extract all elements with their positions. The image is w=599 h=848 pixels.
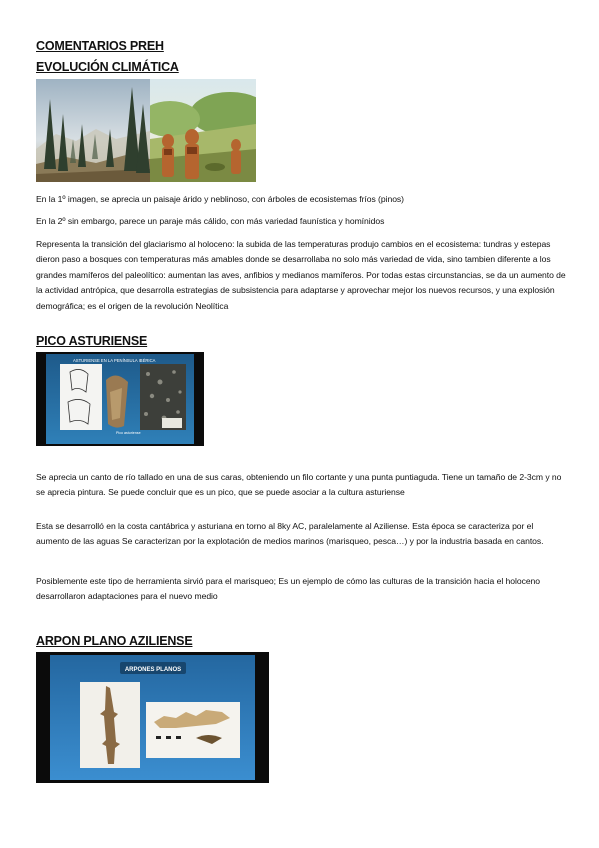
paragraph-transicion-holoceno: Representa la transición del glaciarismo al holoceno: la subida de las temperaturas produjo cambios en el ecosistema: tundras y estepas dieron paso a bosques con temperaturas más amables donde se desarrollaba no solo más variedad de vida, sino tambien diferente a los grandes mamíferos del paleolítico: aumentan las aves, anfibios y medianos mamíferos. Por todas estas circunstancias, se da un aumento de la actividad antrópica, que desarrolla estrategias de subsistencia para adaptarse y aprovechar mejor los nuevos recursos, y una explosión demográfica; es el origen de la revolución Neolítica [36,239,566,311]
slide-title-arpones: ARPONES PLANOS [124,667,182,673]
paragraph-image-1: En la 1º imagen, se aprecia un paisaje árido y neblinoso, con árboles de ecosistemas fríos (pinos) [36,194,404,204]
paragraph-marisqueo: Posiblemente este tipo de herramienta sirvió para el marisqueo; Es un ejemplo de cómo las culturas de la transición hacia el holoceno desarrollaron adaptaciones para el nuevo medio [36,576,541,602]
document-title: COMENTARIOS PREH [36,39,164,53]
paragraph-image-2: En la 2º sin embargo, parece un paraje más cálido, con más variedad faunística y homínidos [36,216,385,226]
paragraph-costa-cantabrica: Esta se desarrolló en la costa cantábrica y asturiana en torno al 8ky AC, paralelamente al Aziliense. Esta época se caracteriza por el aumento de las aguas Se caracterizan por la explotación de medios marinos (marisqueo, pesca…) y por la industria basada en cantos. [36,521,544,547]
section-heading-arpon-plano: ARPON PLANO AZILIENSE [36,634,193,648]
arpones-planos-slide-image [36,652,269,783]
pico-asturiense-slide-image [36,352,204,446]
section-heading-pico-asturiense: PICO ASTURIENSE [36,334,148,348]
section-heading-evolucion-climatica: EVOLUCIÓN CLIMÁTICA [36,60,179,74]
misty-pine-landscape-image [36,79,150,182]
slide-title-asturiense: ASTURIENSE EN LA PENÍNSULA IBÉRICA [73,358,156,363]
slide-label-pico: Pico asturiense [116,431,141,435]
paragraph-canto-tallado: Se aprecia un canto de río tallado en una de sus caras, obteniendo un filo cortante y una punta puntiaguda. Tiene un tamaño de 2-3cm y no se aprecia pintura. Se puede concluir que es un pico, que se puede asociar a la cultura asturiense [36,472,562,498]
warm-forest-hominids-image [150,79,256,182]
